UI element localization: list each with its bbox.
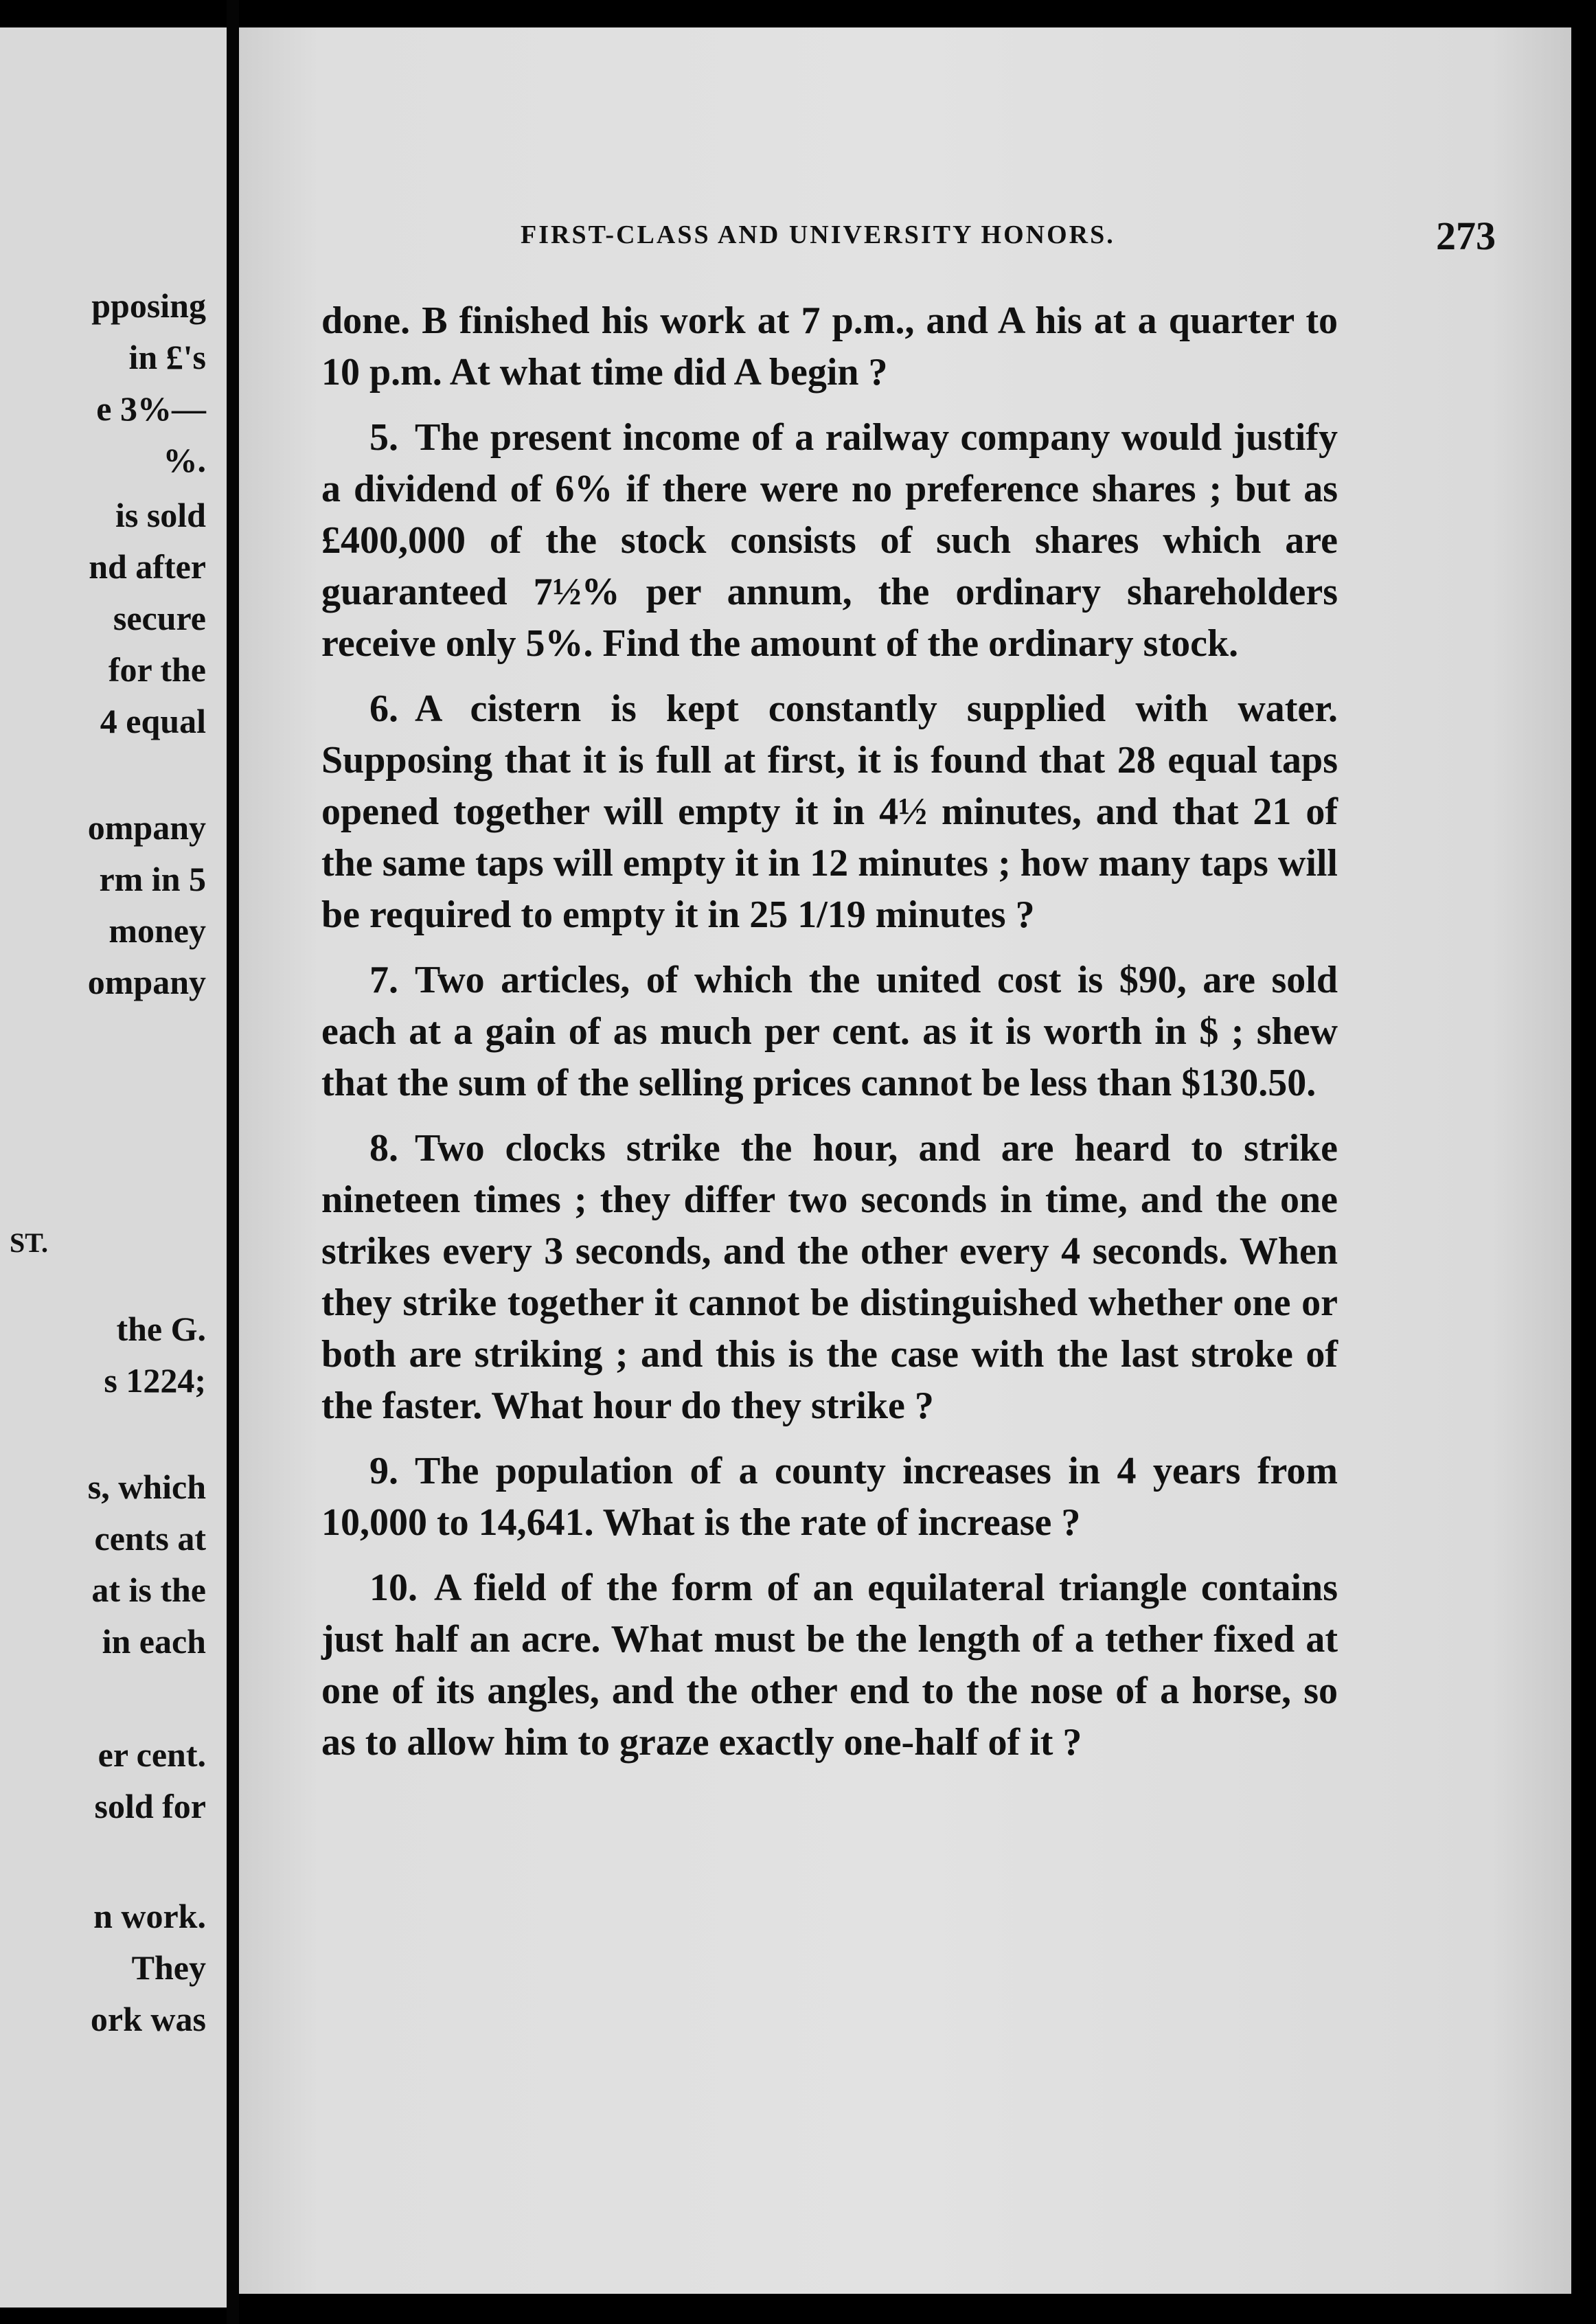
problem-5 (321, 412, 1338, 670)
left-text-fragment: 4 equal (100, 702, 206, 740)
problem-number: 10. (369, 1567, 418, 1609)
left-page-fragment (0, 27, 227, 2308)
left-text-fragment: e 3%— (96, 389, 206, 428)
book-page (239, 27, 1571, 2294)
left-text-fragment: er cent. (98, 1735, 206, 1774)
problem-8 (321, 1123, 1338, 1432)
problem-number: 8. (369, 1127, 398, 1170)
problem-10 (321, 1562, 1338, 1768)
left-text-fragment: rm in 5 (99, 860, 206, 898)
left-text-fragment: s 1224; (104, 1361, 206, 1400)
left-text-fragment: %. (163, 441, 206, 479)
problem-6 (321, 683, 1338, 941)
running-head: FIRST-CLASS AND UNIVERSITY HONORS. (521, 220, 1115, 249)
left-text-fragment: the G. (116, 1310, 206, 1348)
page-header (521, 213, 1496, 258)
left-text-fragment: They (131, 1948, 206, 1987)
page-number: 273 (1436, 214, 1496, 258)
problem-number: 9. (369, 1450, 398, 1492)
page-body (321, 295, 1338, 1782)
left-text-fragment: cents at (94, 1519, 206, 1558)
left-text-fragment: secure (113, 599, 206, 637)
left-text-fragment: is sold (115, 496, 206, 534)
left-text-fragment: ompany (87, 808, 206, 847)
continuation-paragraph: done. B finished his work at 7 p.m., and A his at a quarter to 10 p.m. At what time did A begin ? (321, 299, 1338, 394)
left-text-fragment: for the (108, 650, 206, 689)
left-text-fragment: n work. (93, 1897, 206, 1935)
problem-number: 7. (369, 959, 398, 1001)
problem-number: 6. (369, 687, 398, 730)
problem-7 (321, 955, 1338, 1109)
left-text-fragment: s, which (87, 1468, 206, 1506)
left-text-fragment: ompany (87, 963, 206, 1001)
left-text-fragment: money (109, 911, 206, 950)
left-text-fragment: nd after (89, 547, 206, 586)
problem-number: 5. (369, 416, 398, 459)
left-text-fragment: in each (102, 1622, 206, 1661)
problem-text: Two clocks strike the hour, and are heard to strike nineteen times ; they differ two seconds in time, and the one strikes every 3 seconds, and the other every 4 seconds. When they strike together it cannot be distinguished whether one or both are striking ; and this is the case with the last stroke of the faster. What hour do they strike ? (321, 1127, 1338, 1427)
left-text-fragment: ST. (10, 1227, 48, 1258)
problem-9 (321, 1446, 1338, 1549)
left-text-fragment: ork was (90, 2000, 206, 2038)
problem-text: A cistern is kept constantly supplied with water. Supposing that it is full at first, it is found that 28 equal taps opened together will empty it in 4½ minutes, and that 21 of the same taps will empty it in 12 minutes ; how many taps will be required to empty it in 25 1/19 minutes ? (321, 687, 1338, 936)
left-text-fragment: pposing (91, 286, 206, 325)
left-text-fragment: at is the (91, 1571, 206, 1609)
left-text-fragment: in £'s (128, 338, 206, 376)
problem-text: A field of the form of an equilateral triangle contains just half an acre. What must be the length of a tether fixed at one of its angles, and the other end to the nose of a horse, so as to allow him to graze exactly one-half of it ? (321, 1567, 1338, 1764)
left-text-fragment: sold for (94, 1787, 206, 1825)
book-gutter (227, 0, 239, 2324)
problem-text: The present income of a railway company would justify a dividend of 6% if there were no preference shares ; but as £400,000 of the stock consists of such shares which are guaranteed 7½% per annum, the ordinary shareholders receive only 5%. Find the amount of the ordinary stock. (321, 416, 1338, 665)
problem-text: The population of a county increases in 4 years from 10,000 to 14,641. What is the rate of increase ? (321, 1450, 1338, 1544)
problem-text: Two articles, of which the united cost is $90, are sold each at a gain of as much per cent. as it is worth in $ ; shew that the sum of the selling prices cannot be less than $130.50. (321, 959, 1338, 1104)
